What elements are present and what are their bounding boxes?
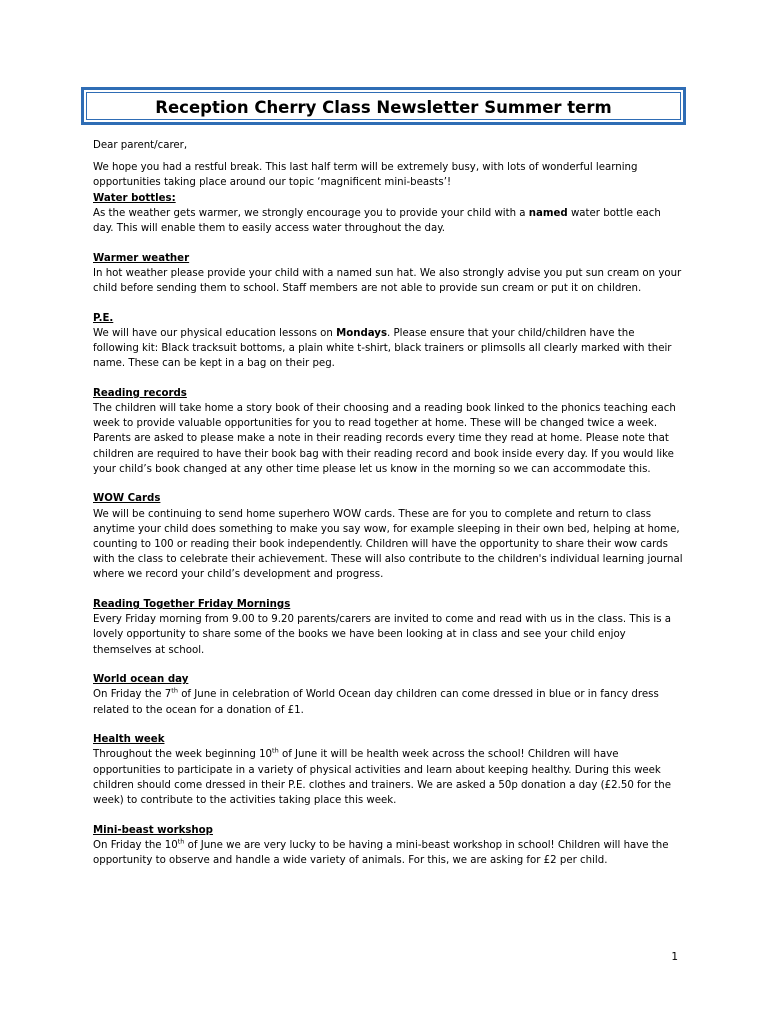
section-reading-records [93,386,683,477]
section-heading: Health week [93,734,165,746]
section-text: As the weather gets warmer, we strongly encourage you to provide your child with a named water bottle each day. This will enable them to easily access water throughout the day. [93,207,661,235]
greeting: Dear parent/carer, [93,140,188,151]
section-warmer-weather [93,251,683,297]
title-box [81,87,686,125]
section-mini-beast-workshop [93,823,683,869]
section-text: On Friday the 10th of June we are very lucky to be having a mini-beast workshop in school! Children will have the opportunity to observe and handle a wide variety of animals. For this, we are asking for £2 per child. [93,837,669,867]
section-heading: WOW Cards [93,493,161,505]
section-text: In hot weather please provide your child with a named sun hat. We also strongly advise you put sun cream on your child before sending them to school. Staff members are not able to provide sun cream or put it on children. [93,267,682,295]
section-water-bottles [93,191,683,237]
bold-text: named [528,207,568,219]
section-heading: Water bottles: [93,192,176,204]
section-heading: World ocean day [93,674,189,686]
section-text: Every Friday morning from 9.00 to 9.20 parents/carers are invited to come and read with us in the class. This is a lovely opportunity to share some of the books we have been looking at in class and see your child enjoy themselves at school. [93,614,672,656]
section-text: We will be continuing to send home superhero WOW cards. These are for you to complete and return to class anytime your child does something to make you say wow, for example sleeping in their own bed, helping at home, counting to 100 or reading their book independently. Children will have the opportunity to share their wow cards with the class to celebrate their achievement. These will also contribute to the children's individual learning journal where we record your child’s development and progress. [93,508,683,581]
section-text: We will have our physical education lessons on Mondays. Please ensure that your child/children have the following kit: Black tracksuit bottoms, a plain white t-shirt, black trainers or plimsolls all clearly marked with their name. These can be kept in a bag on their peg. [93,327,672,370]
section-heading: Reading records [93,387,187,399]
section-heading: Mini-beast workshop [93,824,213,836]
section-pe [93,311,683,372]
section-heading: P.E. [93,312,114,324]
intro-paragraph: We hope you had a restful break. This last half term will be extremely busy, with lots of wonderful learning opportunities taking place around our topic ‘magnificent mini-beasts’! [93,162,638,189]
section-wow-cards [93,491,683,582]
page-number: 1 [671,951,678,963]
section-text: The children will take home a story book of their choosing and a reading book linked to the phonics teaching each week to provide valuable opportunities for you to read together at home. These will be changed twice a week. Parents are asked to please make a note in their reading records every time they read at home. Please note that children are required to have their book bag with their reading record and book inside every day. If you would like your child’s book changed at any other time please let us know in the morning so we can accommodate this. [93,403,676,475]
bold-text: Mondays [336,327,388,339]
section-heading: Reading Together Friday Mornings [93,599,291,611]
section-reading-together [93,597,683,658]
section-world-ocean-day [93,672,683,718]
page-title: Reception Cherry Class Newsletter Summer term [155,98,612,117]
section-heading: Warmer weather [93,252,190,264]
newsletter-body [93,138,683,883]
section-health-week [93,732,683,808]
section-text: On Friday the 7th of June in celebration of World Ocean day children can come dressed in blue or in fancy dress related to the ocean for a donation of £1. [93,687,659,716]
section-text: Throughout the week beginning 10th of June it will be health week across the school! Children will have opportunities to participate in a variety of physical activities and learn about keeping healthy. During this week children should come dressed in their P.E. clothes and trainers. We are asked a 50p donation a day (£2.50 for the week) to contribute to the activities taking place this week. [93,747,672,807]
